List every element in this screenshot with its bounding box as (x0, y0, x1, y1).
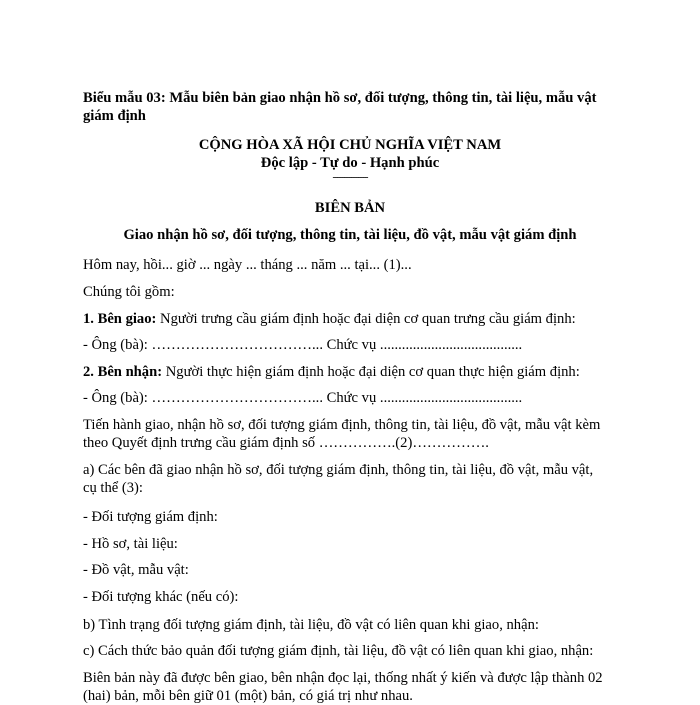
party2-desc: Người thực hiện giám định hoặc đại diện cơ quan thực hiện giám định: (162, 364, 580, 380)
item-a-line2: cụ thể (3): (83, 480, 143, 496)
intro-line: Hôm nay, hồi... giờ ... ngày ... tháng ... năm ... tại... (1)... (83, 257, 412, 273)
form-title-line1 (83, 89, 597, 107)
item-b-line: b) Tình trạng đối tượng giám định, tài liệu, đồ vật có liên quan khi giao, nhận: (83, 617, 539, 633)
list-item: - Đối tượng giám định: (83, 509, 218, 525)
form-title-line2: giám định (83, 108, 146, 124)
list-item: - Đồ vật, mẫu vật: (83, 562, 189, 578)
closing-line1: Biên bản này đã được bên giao, bên nhận đọc lại, thống nhất ý kiến và được lập thành 02 (83, 670, 603, 686)
list-item: - Hồ sơ, tài liệu: (83, 536, 178, 552)
item-a-line1: a) Các bên đã giao nhận hồ sơ, đối tượng giám định, thông tin, tài liệu, đồ vật, mẫu vật, (83, 462, 594, 478)
party2-name-line: - Ông (bà): ……………………………... Chức vụ ....................................... (83, 390, 523, 406)
party2-label: 2. Bên nhận: (83, 364, 163, 380)
we-are-line: Chúng tôi gồm: (83, 284, 175, 300)
form-title-label: Biểu mẫu 03: (83, 90, 166, 106)
document-title: BIÊN BẢN (314, 200, 386, 216)
document-subtitle: Giao nhận hồ sơ, đối tượng, thông tin, tài liệu, đồ vật, mẫu vật giám định (123, 227, 577, 243)
proceed-line2: theo Quyết định trưng cầu giám định số …………….(2)……………. (83, 435, 489, 451)
party1-name-line: - Ông (bà): ……………………………... Chức vụ ....................................... (83, 337, 523, 353)
party1-line (83, 310, 576, 328)
item-c-line: c) Cách thức bảo quản đối tượng giám định, tài liệu, đồ vật có liên quan khi giao, nhận: (83, 643, 594, 659)
party2-line (83, 363, 580, 381)
motto-divider: --------------- (332, 172, 368, 183)
proceed-line1: Tiến hành giao, nhận hồ sơ, đối tượng giám định, thông tin, tài liệu, đồ vật, mẫu vật kèm (83, 417, 601, 433)
form-title-text: Mẫu biên bản giao nhận hồ sơ, đối tượng, thông tin, tài liệu, mẫu vật (165, 90, 597, 106)
list-item: - Đối tượng khác (nếu có): (83, 589, 239, 605)
party1-desc: Người trưng cầu giám định hoặc đại diện cơ quan trưng cầu giám định: (156, 311, 576, 327)
national-motto: Độc lập - Tự do - Hạnh phúc (260, 155, 440, 171)
closing-line2: (hai) bản, mỗi bên giữ 01 (một) bản, có giá trị như nhau. (83, 688, 413, 704)
party1-label: 1. Bên giao: (83, 311, 157, 327)
country-name: CỘNG HÒA XÃ HỘI CHỦ NGHĨA VIỆT NAM (198, 137, 502, 153)
